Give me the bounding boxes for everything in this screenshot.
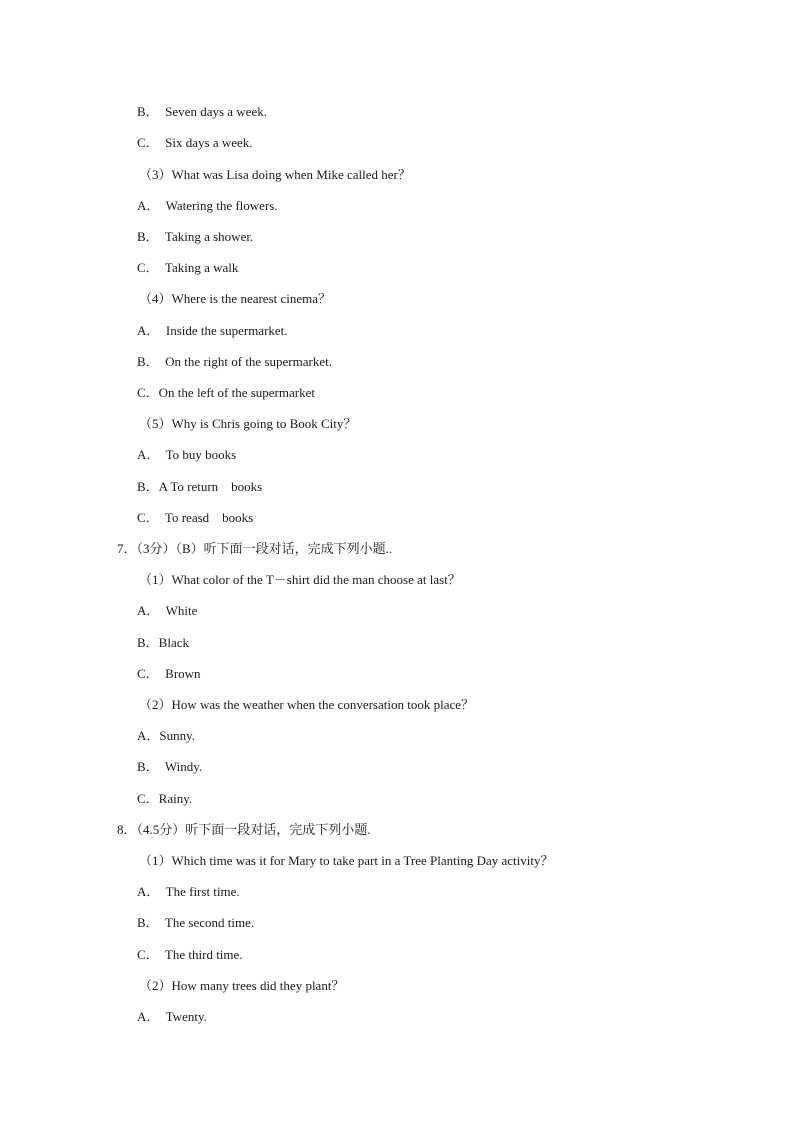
option-b-shower: B． Taking a shower. [137,229,254,244]
option-a-sunny: A．Sunny. [137,728,196,743]
question-7-1-tshirt: （1）What color of the T－shirt did the man choose at last？ [139,572,461,587]
option-b-second-time: B． The second time. [137,915,255,930]
question-8-heading: 8．（4.5分）听下面一段对话，完成下列小题. [117,822,371,837]
question-8-2-trees: （2）How many trees did they plant？ [139,978,345,993]
option-c-brown: C． Brown [137,666,201,681]
option-b-windy: B． Windy. [137,759,203,774]
option-c-read-books: C． To reasd books [137,510,254,525]
option-c-third-time: C． The third time. [137,947,243,962]
question-8-1-tree-planting: （1）Which time was it for Mary to take part in a Tree Planting Day activity？ [139,853,554,868]
question-7-2-weather: （2）How was the weather when the conversation took place？ [139,697,475,712]
option-a-buy-books: A． To buy books [137,447,237,462]
option-b-right: B． On the right of the supermarket. [137,354,332,369]
option-c-six-days: C． Six days a week. [137,135,253,150]
option-a-watering: A． Watering the flowers. [137,198,278,213]
question-7-heading: 7．（3分）（B）听下面一段对话，完成下列小题.. [117,541,393,556]
question-4-cinema: （4）Where is the nearest cinema？ [139,291,332,306]
option-b-return-books: B．A To return books [137,479,263,494]
option-b-black: B．Black [137,635,189,650]
option-c-rainy: C．Rainy. [137,791,193,806]
question-5-book-city: （5）Why is Chris going to Book City？ [139,416,357,431]
option-a-inside: A． Inside the supermarket. [137,323,288,338]
option-b-seven-days: B． Seven days a week. [137,104,267,119]
option-c-left: C．On the left of the supermarket [137,385,315,400]
option-a-twenty: A． Twenty. [137,1009,207,1024]
option-a-first-time: A． The first time. [137,884,240,899]
question-3-lisa: （3）What was Lisa doing when Mike called her？ [139,167,411,182]
option-a-white: A． White [137,603,198,618]
option-c-walk: C． Taking a walk [137,260,239,275]
